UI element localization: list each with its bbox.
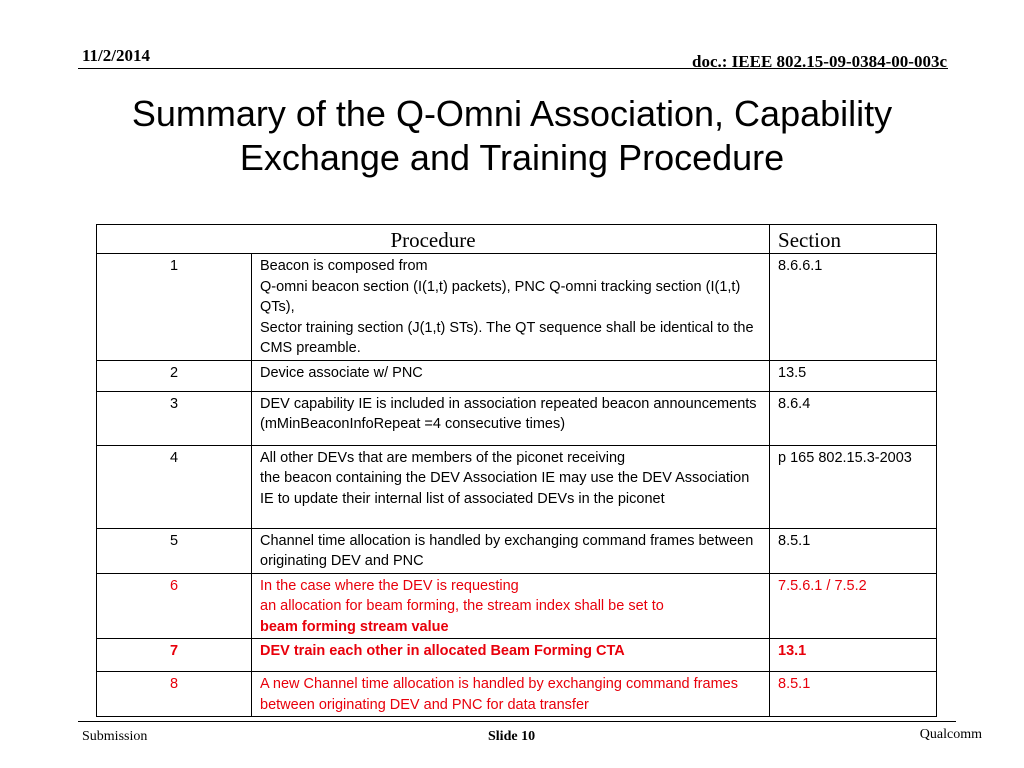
procedure-line: In the case where the DEV is requesting — [260, 577, 519, 594]
step-number: 2 — [97, 360, 252, 391]
footer-divider — [78, 721, 956, 722]
procedure-text — [252, 445, 770, 528]
header-procedure: Procedure — [97, 225, 770, 254]
step-number: 8 — [97, 672, 252, 717]
step-number: 7 — [97, 639, 252, 672]
procedure-line: A new Channel time allocation is handled by exchanging command frames between originating DEV and PNC for data transfer — [260, 676, 738, 713]
procedure-text — [252, 360, 770, 391]
procedure-line: Device associate w/ PNC — [260, 364, 423, 381]
step-number: 1 — [97, 254, 252, 361]
footer-slide-number: Slide 10 — [488, 729, 536, 744]
header-doc-id: doc.: IEEE 802.15-09-0384-00-003c — [692, 52, 947, 71]
table-row — [97, 573, 937, 639]
procedure-text — [252, 672, 770, 717]
table-header-row — [97, 225, 937, 254]
step-number: 4 — [97, 445, 252, 528]
procedure-line: DEV capability IE is included in association repeated beacon announcements (mMinBeaconInfoRepeat =4 consecutive times) — [260, 395, 757, 432]
procedure-line: Beacon is composed from — [260, 258, 428, 274]
table-row — [97, 672, 937, 717]
slide-title-line-2: Exchange and Training Procedure — [239, 137, 785, 178]
header-divider — [78, 68, 948, 69]
slide-title — [40, 92, 984, 180]
step-number: 3 — [97, 391, 252, 445]
table-row — [97, 445, 937, 528]
procedure-line: Sector training section (J(1,t) STs). The QT sequence shall be identical to the CMS preamble. — [260, 319, 754, 356]
table-row — [97, 639, 937, 672]
procedure-line: DEV train each other in allocated Beam Forming CTA — [260, 643, 625, 659]
header-section: Section — [770, 225, 937, 254]
step-number: 5 — [97, 528, 252, 573]
header-date: 11/2/2014 — [82, 46, 151, 65]
table-row — [97, 391, 937, 445]
section-ref: 13.5 — [770, 360, 937, 391]
procedure-line: Channel time allocation is handled by exchanging command frames between originating DEV and PNC — [260, 532, 754, 569]
procedure-text — [252, 391, 770, 445]
section-ref: 13.1 — [770, 639, 937, 672]
procedure-text — [252, 528, 770, 573]
procedure-line: Q-omni beacon section (I(1,t) packets), PNC Q-omni tracking section (I(1,t) QTs), — [260, 278, 741, 315]
slide-title-line-1: Summary of the Q-Omni Association, Capability — [131, 93, 893, 134]
section-ref: 7.5.6.1 / 7.5.2 — [770, 573, 937, 639]
procedure-table — [96, 224, 937, 717]
section-ref: 8.6.4 — [770, 391, 937, 445]
section-ref: 8.5.1 — [770, 672, 937, 717]
procedure-line: an allocation for beam forming, the stream index shall be set to — [260, 598, 664, 614]
procedure-line: the beacon containing the DEV Association IE may use the DEV Association IE to update their internal list of associated DEVs in the piconet — [260, 470, 750, 507]
footer-company: Qualcomm — [919, 727, 982, 742]
section-ref: p 165 802.15.3-2003 — [770, 445, 937, 528]
procedure-line-bold: beam forming stream value — [260, 618, 449, 635]
procedure-text — [252, 573, 770, 639]
footer-submission: Submission — [82, 729, 148, 744]
step-number: 6 — [97, 573, 252, 639]
procedure-line: All other DEVs that are members of the piconet receiving — [260, 449, 626, 466]
section-ref: 8.5.1 — [770, 528, 937, 573]
table-row — [97, 528, 937, 573]
table-row — [97, 360, 937, 391]
procedure-table-container — [96, 224, 936, 717]
procedure-text — [252, 254, 770, 361]
section-ref: 8.6.6.1 — [770, 254, 937, 361]
procedure-text — [252, 639, 770, 672]
table-row — [97, 254, 937, 361]
